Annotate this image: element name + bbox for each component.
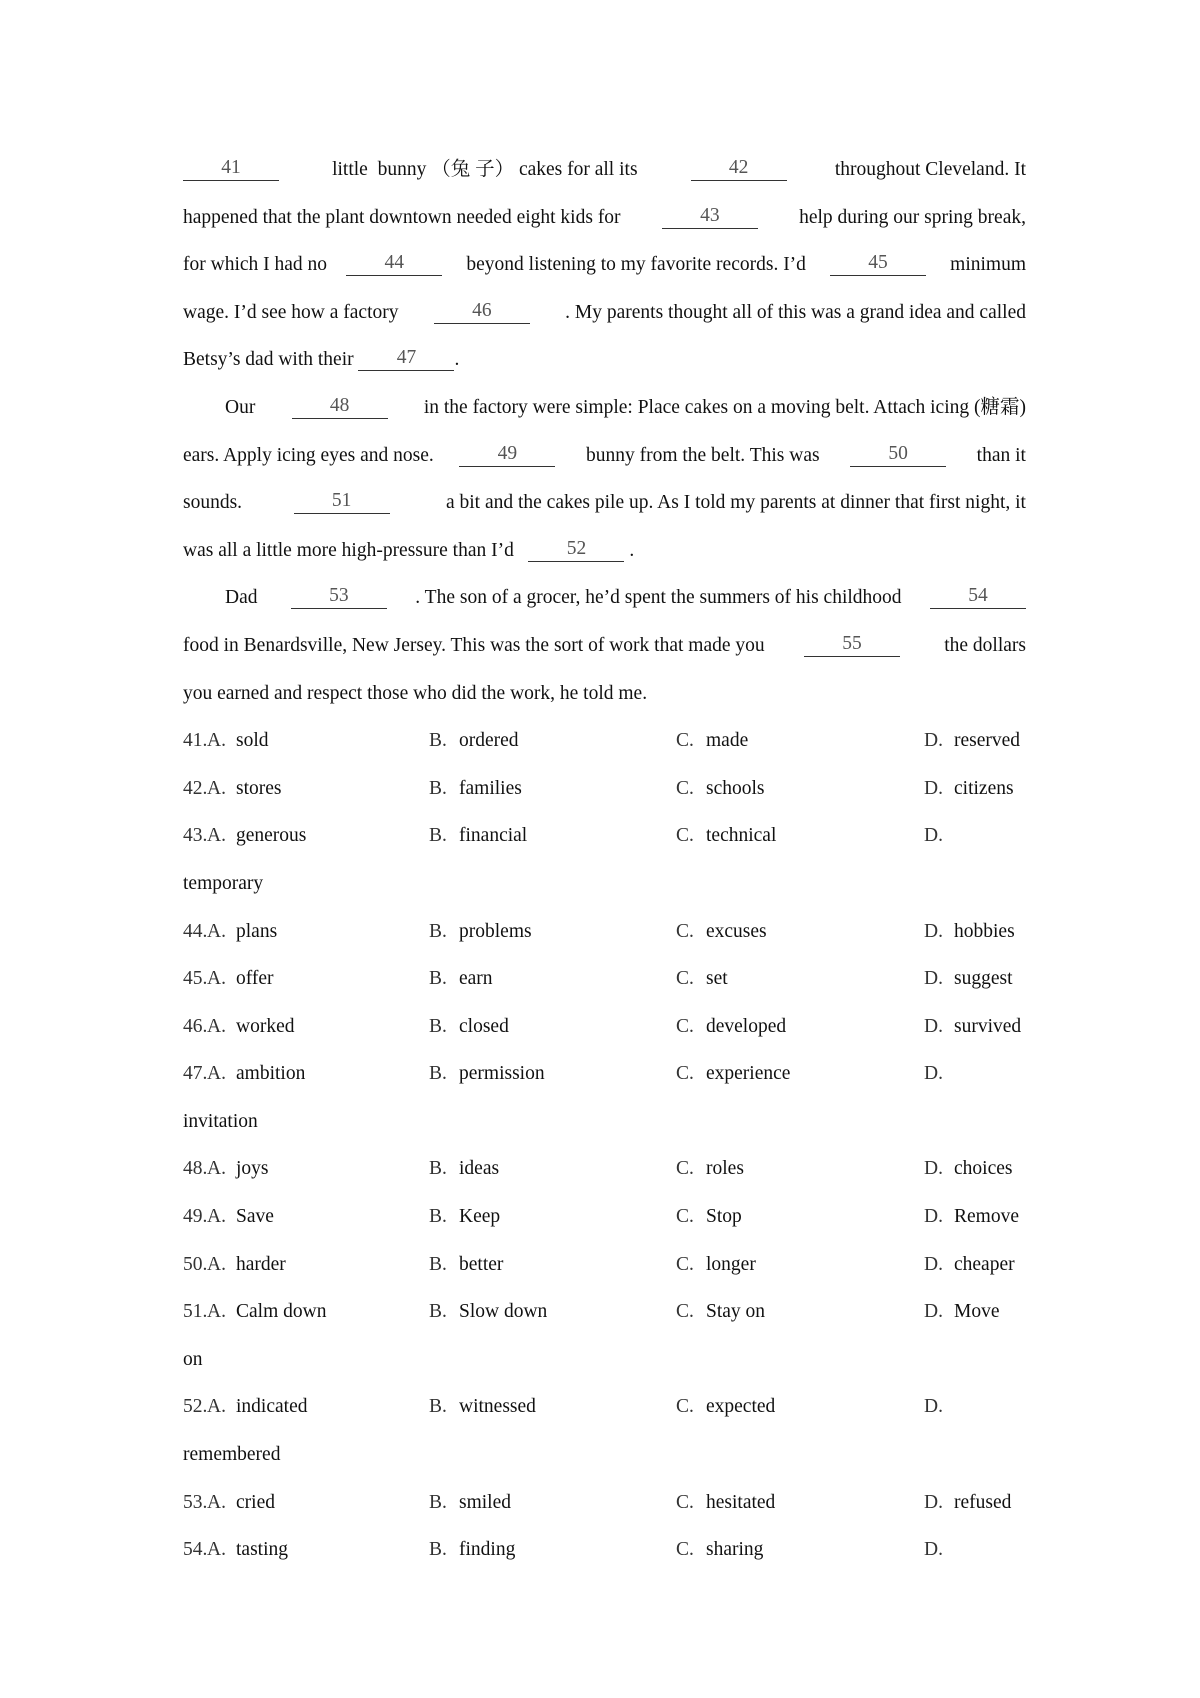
option-c: made	[706, 730, 749, 752]
option-c: developed	[706, 1015, 787, 1037]
cloze-content	[183, 146, 1026, 1574]
option-b: permission	[459, 1063, 545, 1085]
question-row	[183, 765, 1026, 813]
option-letter: A.	[207, 825, 226, 847]
answer-blank: 44	[346, 253, 442, 276]
answer-blank: 49	[459, 444, 555, 467]
option-letter: A.	[207, 1206, 226, 1228]
option-c: hesitated	[706, 1491, 776, 1513]
option-letter: D.	[924, 1063, 943, 1085]
answer-blank: 41	[183, 158, 279, 181]
option-d: survived	[954, 1015, 1022, 1037]
option-letter: D.	[924, 1158, 943, 1180]
passage-text: for which I had no	[183, 254, 328, 276]
question-row-wrap	[183, 860, 1026, 908]
passage-text: Our	[225, 396, 256, 418]
option-letter: D.	[924, 968, 943, 990]
answer-blank: 48	[292, 396, 388, 419]
passage-text: in the factory were simple: Place cakes on a moving belt. Attach icing (糖霜)	[423, 396, 1026, 418]
option-letter: B.	[429, 1063, 447, 1085]
question-row	[183, 1288, 1026, 1336]
option-letter: C.	[676, 1396, 694, 1418]
option-letter: B.	[429, 777, 447, 799]
option-letter: D.	[924, 1396, 943, 1418]
passage-text: Betsy’s dad with their	[183, 349, 359, 371]
question-number: 50.	[183, 1253, 208, 1275]
option-d-wrapped: on	[183, 1348, 203, 1370]
option-letter: A.	[207, 1015, 226, 1037]
option-letter: A.	[207, 1253, 226, 1275]
option-b: witnessed	[459, 1396, 536, 1418]
passage-line	[183, 194, 1026, 242]
option-c: set	[706, 968, 728, 990]
option-letter: C.	[676, 1015, 694, 1037]
passage-line	[183, 574, 1026, 622]
question-number: 48.	[183, 1158, 208, 1180]
answer-blank: 51	[294, 491, 390, 514]
option-letter: A.	[207, 1491, 226, 1513]
answer-blank: 52	[528, 539, 624, 562]
option-letter: D.	[924, 1301, 943, 1323]
question-number: 51.	[183, 1301, 208, 1323]
option-letter: A.	[207, 968, 226, 990]
option-letter: C.	[676, 968, 694, 990]
option-d: Move	[954, 1301, 1000, 1323]
option-c: Stay on	[706, 1301, 766, 1323]
option-letter: D.	[924, 1206, 943, 1228]
passage-text: bunny from the belt. This was	[581, 444, 825, 466]
passage-line	[183, 670, 1026, 718]
option-letter: C.	[676, 920, 694, 942]
option-letter: A.	[207, 1158, 226, 1180]
option-letter: C.	[676, 1491, 694, 1513]
answer-blank: 47	[358, 348, 454, 371]
passage-text: help during our spring break,	[794, 206, 1026, 228]
answer-blank: 54	[930, 586, 1026, 609]
passage-text: Dad	[225, 587, 263, 609]
option-b: earn	[459, 968, 493, 990]
question-list	[183, 717, 1026, 1574]
option-d: citizens	[954, 777, 1014, 799]
question-number: 43.	[183, 825, 208, 847]
option-d: choices	[954, 1158, 1013, 1180]
question-row	[183, 908, 1026, 956]
option-b: better	[459, 1253, 504, 1275]
option-letter: D.	[924, 777, 943, 799]
passage-line	[183, 622, 1026, 670]
answer-blank: 46	[434, 301, 530, 324]
option-a: offer	[236, 968, 274, 990]
question-row	[183, 1383, 1026, 1431]
passage-line	[183, 384, 1026, 432]
question-row	[183, 1193, 1026, 1241]
passage-text: than it	[971, 444, 1026, 466]
option-letter: A.	[207, 777, 226, 799]
passage-text: . The son of a grocer, he’d spent the summers of his childhood	[415, 587, 902, 609]
question-row-wrap	[183, 1431, 1026, 1479]
option-letter: C.	[676, 1063, 694, 1085]
question-number: 53.	[183, 1491, 208, 1513]
question-row	[183, 1145, 1026, 1193]
passage-line	[183, 289, 1026, 337]
passage-text: food in Benardsville, New Jersey. This was the sort of work that made you	[183, 634, 765, 656]
passage-text: beyond listening to my favorite records. I’d	[461, 254, 811, 276]
option-a: ambition	[236, 1063, 306, 1085]
option-letter: D.	[924, 825, 943, 847]
option-b: financial	[459, 825, 528, 847]
option-letter: D.	[924, 730, 943, 752]
passage-line	[183, 241, 1026, 289]
option-letter: D.	[924, 1015, 943, 1037]
option-letter: C.	[676, 1253, 694, 1275]
option-a: worked	[236, 1015, 295, 1037]
option-letter: A.	[207, 920, 226, 942]
option-letter: B.	[429, 1539, 447, 1561]
question-number: 42.	[183, 777, 208, 799]
option-letter: A.	[207, 1396, 226, 1418]
option-c: sharing	[706, 1539, 764, 1561]
option-b: closed	[459, 1015, 509, 1037]
passage-text: happened that the plant downtown needed eight kids for	[183, 206, 626, 228]
option-c: longer	[706, 1253, 756, 1275]
question-number: 45.	[183, 968, 208, 990]
option-letter: B.	[429, 1396, 447, 1418]
passage-line	[183, 336, 1026, 384]
option-letter: D.	[924, 1253, 943, 1275]
passage-text: little bunny （兔 子） cakes for all its	[327, 159, 643, 180]
question-row	[183, 812, 1026, 860]
passage-text: wage. I’d see how a factory	[183, 301, 399, 323]
option-a: cried	[236, 1491, 275, 1513]
option-letter: B.	[429, 968, 447, 990]
option-d: refused	[954, 1491, 1012, 1513]
option-letter: C.	[676, 1158, 694, 1180]
option-a: plans	[236, 920, 278, 942]
option-a: Save	[236, 1206, 274, 1228]
option-letter: B.	[429, 825, 447, 847]
option-letter: D.	[924, 920, 943, 942]
question-number: 47.	[183, 1063, 208, 1085]
option-letter: C.	[676, 825, 694, 847]
option-d-wrapped: remembered	[183, 1444, 281, 1466]
option-letter: B.	[429, 730, 447, 752]
option-letter: B.	[429, 1015, 447, 1037]
option-a: stores	[236, 777, 282, 799]
question-number: 54.	[183, 1539, 208, 1561]
question-row-wrap	[183, 1336, 1026, 1384]
option-c: experience	[706, 1063, 791, 1085]
option-letter: B.	[429, 920, 447, 942]
question-row	[183, 1241, 1026, 1289]
question-row	[183, 1003, 1026, 1051]
option-letter: B.	[429, 1491, 447, 1513]
passage-text: the dollars	[939, 634, 1026, 656]
option-c: technical	[706, 825, 777, 847]
option-letter: D.	[924, 1491, 943, 1513]
passage-text: minimum	[945, 254, 1026, 276]
question-row	[183, 955, 1026, 1003]
option-b: smiled	[459, 1491, 511, 1513]
passage-text: .	[624, 539, 635, 561]
answer-blank: 45	[830, 253, 926, 276]
option-d: suggest	[954, 968, 1013, 990]
option-a: Calm down	[236, 1301, 327, 1323]
option-a: tasting	[236, 1539, 288, 1561]
option-letter: D.	[924, 1539, 943, 1561]
option-letter: A.	[207, 730, 226, 752]
option-letter: C.	[676, 1301, 694, 1323]
passage-text: . My parents thought all of this was a grand idea and called	[565, 301, 1026, 323]
answer-blank: 43	[662, 206, 758, 229]
passage-text: ears. Apply icing eyes and nose.	[183, 444, 434, 466]
answer-blank: 53	[291, 586, 387, 609]
passage-line	[183, 432, 1026, 480]
option-a: harder	[236, 1253, 286, 1275]
question-number: 49.	[183, 1206, 208, 1228]
option-a: sold	[236, 730, 269, 752]
passage-text: throughout Cleveland. It	[834, 159, 1026, 180]
passage-line	[183, 527, 1026, 575]
question-number: 46.	[183, 1015, 208, 1037]
option-d-wrapped: temporary	[183, 872, 264, 894]
option-b: Slow down	[459, 1301, 548, 1323]
option-letter: B.	[429, 1253, 447, 1275]
question-number: 44.	[183, 920, 208, 942]
passage-line	[183, 479, 1026, 527]
passage-text: a bit and the cakes pile up. As I told my parents at dinner that first night, it	[441, 492, 1026, 514]
option-letter: A.	[207, 1301, 226, 1323]
passage-line	[183, 146, 1026, 194]
option-d-wrapped: invitation	[183, 1110, 258, 1132]
option-d: reserved	[954, 730, 1021, 752]
answer-blank: 42	[691, 158, 787, 181]
passage-text: sounds.	[183, 492, 243, 514]
question-row	[183, 1050, 1026, 1098]
option-d: hobbies	[954, 920, 1015, 942]
passage-text: was all a little more high-pressure than I’d	[183, 539, 529, 561]
option-a: indicated	[236, 1396, 308, 1418]
option-a: joys	[236, 1158, 269, 1180]
option-letter: A.	[207, 1539, 226, 1561]
option-letter: B.	[429, 1301, 447, 1323]
option-letter: C.	[676, 777, 694, 799]
option-letter: C.	[676, 730, 694, 752]
option-b: Keep	[459, 1206, 501, 1228]
question-number: 52.	[183, 1396, 208, 1418]
question-row	[183, 1479, 1026, 1527]
answer-blank: 50	[850, 444, 946, 467]
passage-text: .	[454, 349, 460, 371]
option-d: cheaper	[954, 1253, 1015, 1275]
option-letter: C.	[676, 1206, 694, 1228]
option-b: ideas	[459, 1158, 500, 1180]
passage	[183, 146, 1026, 717]
question-row	[183, 717, 1026, 765]
option-letter: C.	[676, 1539, 694, 1561]
answer-blank: 55	[804, 634, 900, 657]
option-letter: B.	[429, 1206, 447, 1228]
question-row-wrap	[183, 1098, 1026, 1146]
option-b: families	[459, 777, 522, 799]
option-c: expected	[706, 1396, 776, 1418]
question-row	[183, 1526, 1026, 1574]
option-d: Remove	[954, 1206, 1019, 1228]
option-c: schools	[706, 777, 765, 799]
option-letter: B.	[429, 1158, 447, 1180]
option-letter: A.	[207, 1063, 226, 1085]
option-b: finding	[459, 1539, 516, 1561]
option-c: roles	[706, 1158, 744, 1180]
passage-text: you earned and respect those who did the work, he told me.	[183, 682, 648, 704]
option-c: excuses	[706, 920, 767, 942]
option-a: generous	[236, 825, 307, 847]
question-number: 41.	[183, 730, 208, 752]
option-b: problems	[459, 920, 532, 942]
option-b: ordered	[459, 730, 519, 752]
option-c: Stop	[706, 1206, 742, 1228]
